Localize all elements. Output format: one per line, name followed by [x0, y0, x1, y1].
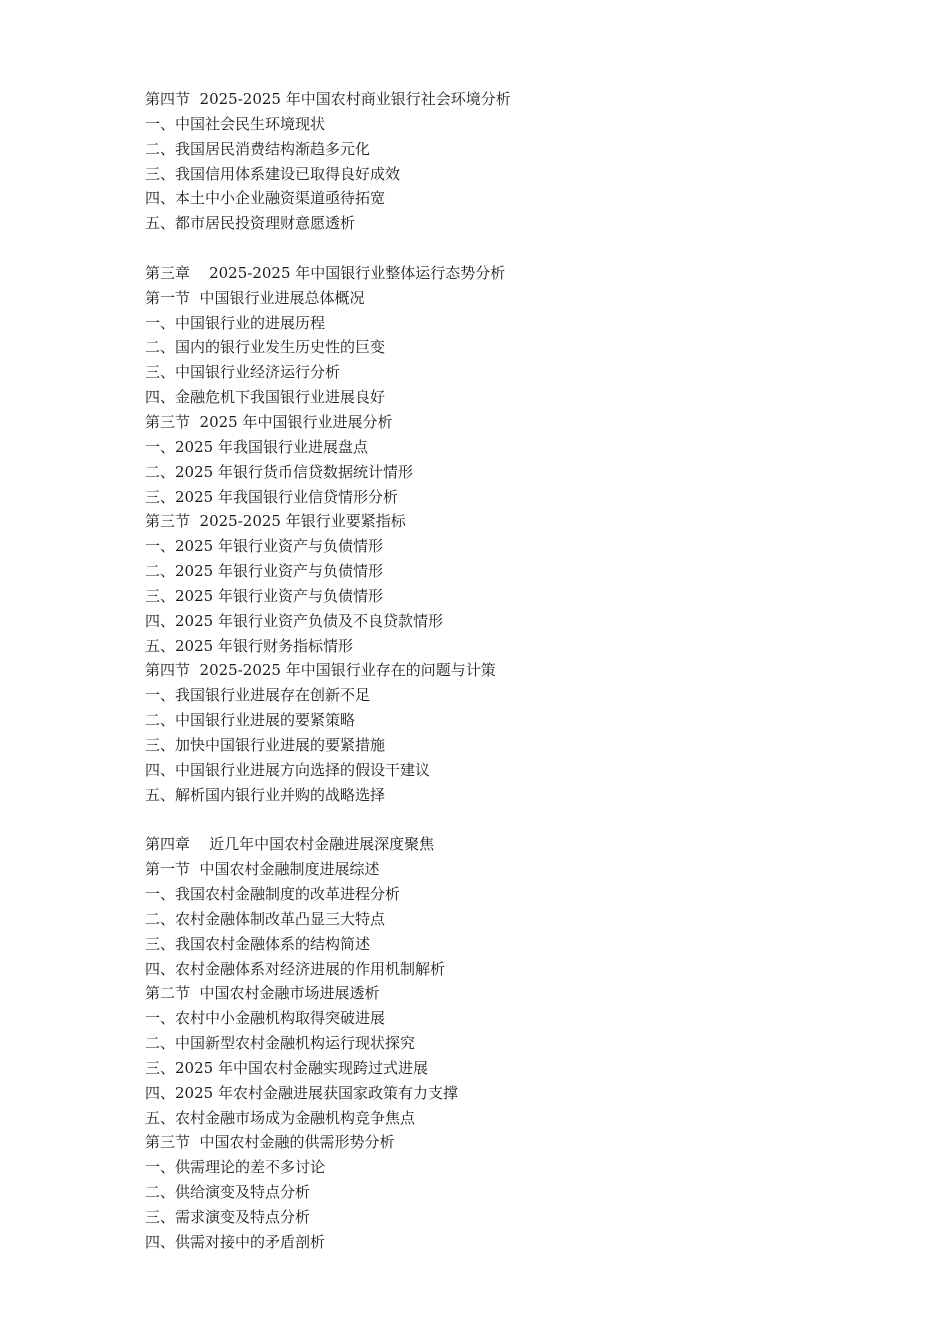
toc-item: 三、需求演变及特点分析 [145, 1207, 311, 1226]
section-heading: 第三节 2025 年中国银行业进展分析 [145, 412, 393, 431]
toc-item: 二、农村金融体制改革凸显三大特点 [145, 909, 386, 928]
blank-line [145, 807, 845, 832]
toc-item: 一、中国社会民生环境现状 [145, 114, 326, 133]
toc-item: 四、本土中小企业融资渠道亟待拓宽 [145, 189, 386, 208]
toc-item: 二、国内的银行业发生历史性的巨变 [145, 338, 386, 357]
toc-item: 三、2025 年银行业资产与负债情形 [145, 586, 383, 605]
toc-item: 四、金融危机下我国银行业进展良好 [145, 388, 386, 407]
section-heading: 第三节 中国农村金融的供需形势分析 [145, 1133, 395, 1152]
toc-item: 三、加快中国银行业进展的要紧措施 [145, 735, 386, 754]
toc-item: 一、农村中小金融机构取得突破进展 [145, 1009, 386, 1028]
toc-item: 四、中国银行业进展方向选择的假设干建议 [145, 760, 431, 779]
toc-item: 二、2025 年银行货币信贷数据统计情形 [145, 462, 413, 481]
table-of-contents [145, 87, 845, 1255]
toc-item: 五、都市居民投资理财意愿透析 [145, 214, 356, 233]
toc-item: 四、供需对接中的矛盾剖析 [145, 1232, 326, 1251]
toc-item: 二、中国新型农村金融机构运行现状探究 [145, 1034, 416, 1053]
toc-item: 三、中国银行业经济运行分析 [145, 363, 341, 382]
toc-item: 二、2025 年银行业资产与负债情形 [145, 562, 383, 581]
toc-item: 二、供给演变及特点分析 [145, 1183, 311, 1202]
toc-item: 四、农村金融体系对经济进展的作用机制解析 [145, 959, 446, 978]
toc-item: 五、解析国内银行业并购的战略选择 [145, 785, 386, 804]
toc-item: 一、我国银行业进展存在创新不足 [145, 686, 371, 705]
toc-item: 二、我国居民消费结构渐趋多元化 [145, 139, 371, 158]
toc-item: 三、2025 年中国农村金融实现跨过式进展 [145, 1058, 428, 1077]
section-heading: 第四节 2025-2025 年中国农村商业银行社会环境分析 [145, 90, 511, 108]
section-heading: 第一节 中国农村金融制度进展综述 [145, 860, 380, 879]
toc-item: 一、我国农村金融制度的改革进程分析 [145, 885, 401, 903]
toc-item: 三、我国信用体系建设已取得良好成效 [145, 164, 401, 183]
section-heading: 第四节 2025-2025 年中国银行业存在的问题与计策 [145, 661, 496, 680]
toc-item: 三、2025 年我国银行业信贷情形分析 [145, 487, 398, 506]
section-heading: 第三节 2025-2025 年银行业要紧指标 [145, 512, 406, 531]
toc-item: 一、2025 年我国银行业进展盘点 [145, 437, 368, 456]
toc-item: 一、供需理论的差不多讨论 [145, 1158, 326, 1177]
section-heading: 第一节 中国银行业进展总体概况 [145, 288, 365, 307]
section-heading: 第二节 中国农村金融市场进展透析 [145, 984, 380, 1003]
toc-item: 四、2025 年银行业资产负债及不良贷款情形 [145, 611, 443, 630]
toc-item: 三、我国农村金融体系的结构简述 [145, 934, 371, 953]
toc-item: 一、2025 年银行业资产与负债情形 [145, 537, 383, 556]
toc-item: 五、2025 年银行财务指标情形 [145, 636, 353, 655]
chapter-heading: 第四章 近几年中国农村金融进展深度聚焦 [145, 835, 435, 854]
toc-item: 一、中国银行业的进展历程 [145, 313, 326, 332]
toc-item: 二、中国银行业进展的要紧策略 [145, 711, 356, 730]
toc-item: 五、农村金融市场成为金融机构竞争焦点 [145, 1108, 416, 1127]
chapter-heading: 第三章 2025-2025 年中国银行业整体运行态势分析 [145, 263, 506, 282]
blank-line [145, 236, 845, 261]
toc-item: 四、2025 年农村金融进展获国家政策有力支撑 [145, 1083, 458, 1102]
